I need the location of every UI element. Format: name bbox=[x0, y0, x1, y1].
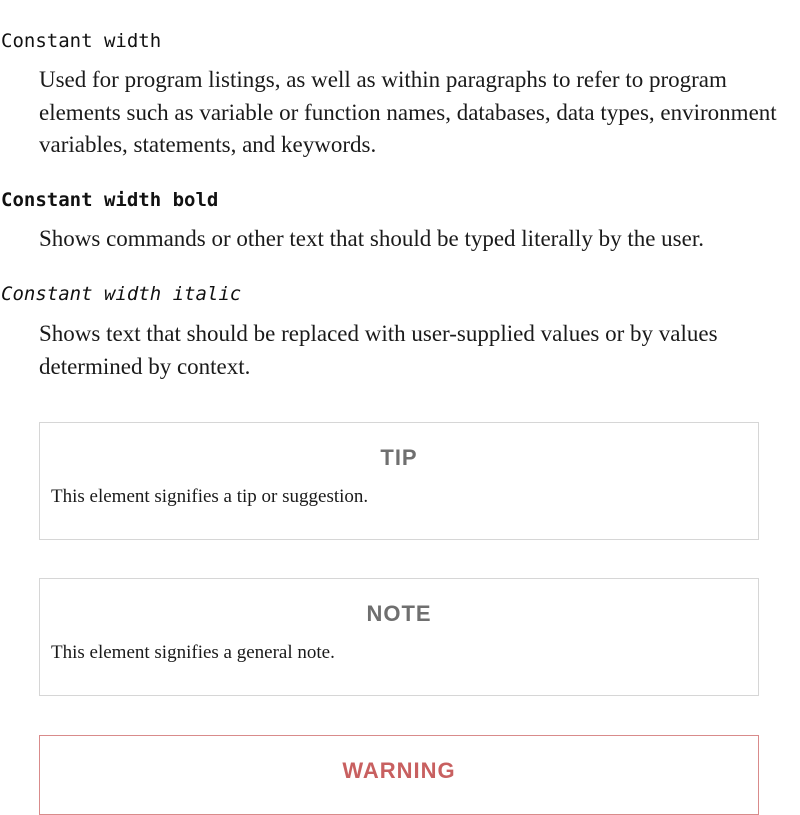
description-constant-width-italic: Shows text that should be replaced with user-supplied values or by values determined by context. bbox=[39, 321, 718, 379]
term-constant-width-bold: Constant width bold bbox=[1, 189, 219, 211]
term-constant-width: Constant width bbox=[1, 30, 162, 52]
tip-callout-title: TIP bbox=[380, 445, 418, 470]
description-constant-width-bold: Shows commands or other text that should be typed literally by the user. bbox=[39, 226, 704, 251]
warning-callout-title: WARNING bbox=[342, 758, 456, 783]
term-constant-width-italic: Constant width italic bbox=[1, 283, 242, 305]
tip-callout-body: This element signifies a tip or suggestion. bbox=[51, 486, 369, 507]
tip-callout bbox=[39, 422, 759, 540]
warning-callout bbox=[39, 735, 759, 815]
note-callout-body: This element signifies a general note. bbox=[51, 642, 335, 663]
cutoff-previous-line bbox=[42, 0, 162, 4]
note-callout-title: NOTE bbox=[366, 601, 432, 626]
description-constant-width: Used for program listings, as well as within paragraphs to refer to program elements such as variable or function names, databases, data types, environment variables, statements, and keywords. bbox=[39, 67, 777, 157]
note-callout bbox=[39, 578, 759, 696]
